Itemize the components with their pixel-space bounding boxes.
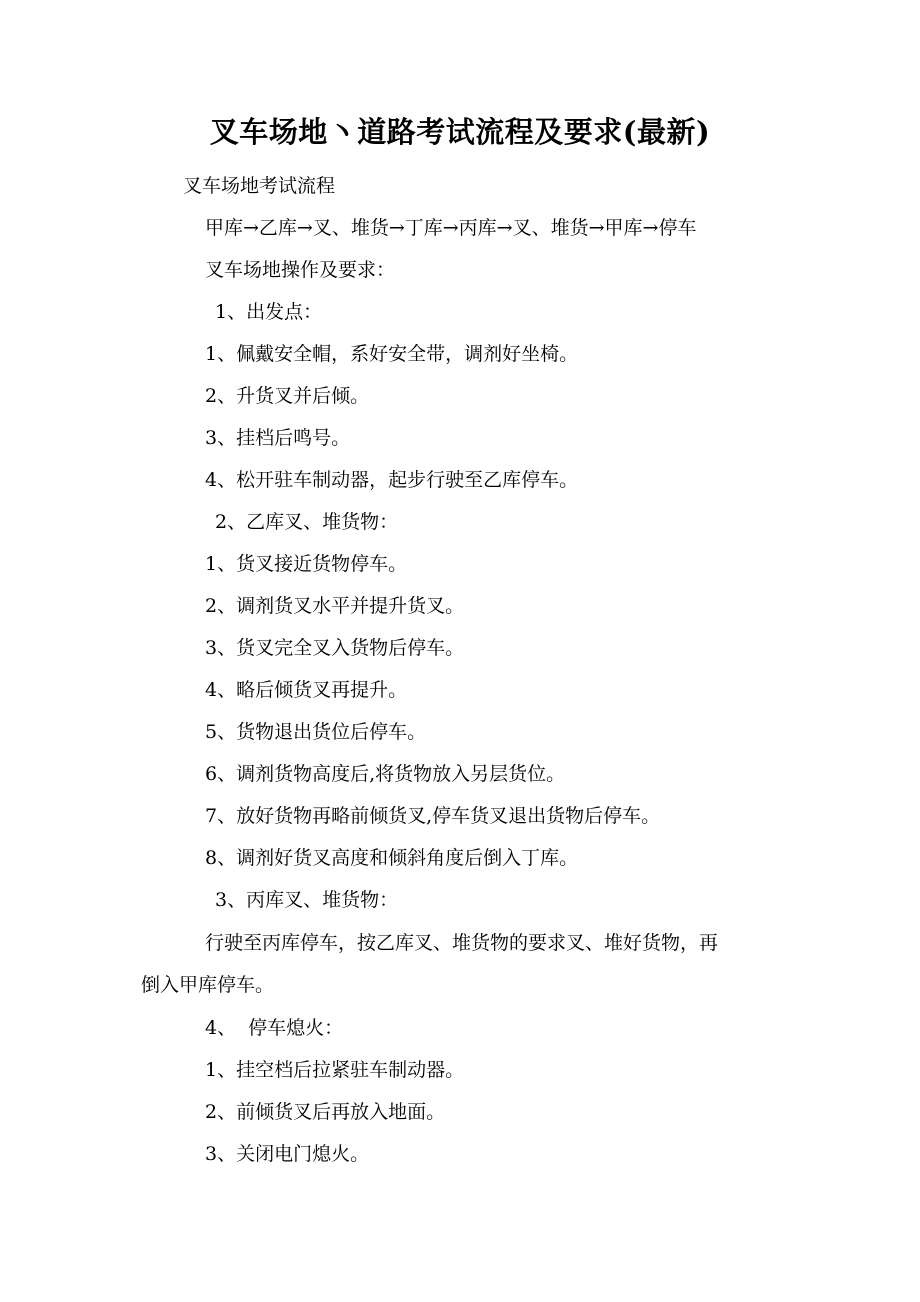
list-item: 4、略后倾货叉再提升。 xyxy=(205,679,408,701)
section-heading-park: 4、 停车熄火： xyxy=(205,1017,344,1039)
exam-route: 甲库→乙库→叉、堆货→丁库→丙库→叉、堆货→甲库→停车 xyxy=(205,217,697,239)
list-item: 4、松开驻车制动器，起步行驶至乙库停车。 xyxy=(205,469,579,491)
document-title: 叉车场地丶道路考试流程及要求(最新) xyxy=(209,115,711,149)
section-heading-start-point: 1、出发点： xyxy=(215,301,323,323)
list-item: 3、货叉完全叉入货物后停车。 xyxy=(205,637,465,659)
list-item: 7、放好货物再略前倾货叉,停车货叉退出货物后停车。 xyxy=(205,805,661,827)
list-item: 2、前倾货叉后再放入地面。 xyxy=(205,1101,446,1123)
list-item: 5、货物退出货位后停车。 xyxy=(205,721,427,743)
section-heading-warehouse-c: 3、丙库叉、堆货物： xyxy=(215,889,399,911)
list-item: 1、挂空档后拉紧驻车制动器。 xyxy=(205,1059,465,1081)
flow-subtitle: 叉车场地考试流程 xyxy=(183,175,336,197)
list-item: 3、关闭电门熄火。 xyxy=(205,1143,370,1165)
operations-heading: 叉车场地操作及要求： xyxy=(205,259,396,281)
paragraph-line: 倒入甲库停车。 xyxy=(141,974,275,996)
list-item: 2、升货叉并后倾。 xyxy=(205,385,370,407)
paragraph-line: 行驶至丙库停车，按乙库叉、堆货物的要求叉、堆好货物，再 xyxy=(205,932,719,954)
list-item: 8、调剂好货叉高度和倾斜角度后倒入丁库。 xyxy=(205,847,579,869)
list-item: 3、挂档后鸣号。 xyxy=(205,427,351,449)
list-item: 1、佩戴安全帽，系好安全带，调剂好坐椅。 xyxy=(205,343,579,365)
list-item: 6、调剂货物高度后,将货物放入另层货位。 xyxy=(205,763,566,785)
section-heading-warehouse-b: 2、乙库叉、堆货物： xyxy=(215,511,399,533)
list-item: 2、调剂货叉水平并提升货叉。 xyxy=(205,595,465,617)
list-item: 1、货叉接近货物停车。 xyxy=(205,553,408,575)
